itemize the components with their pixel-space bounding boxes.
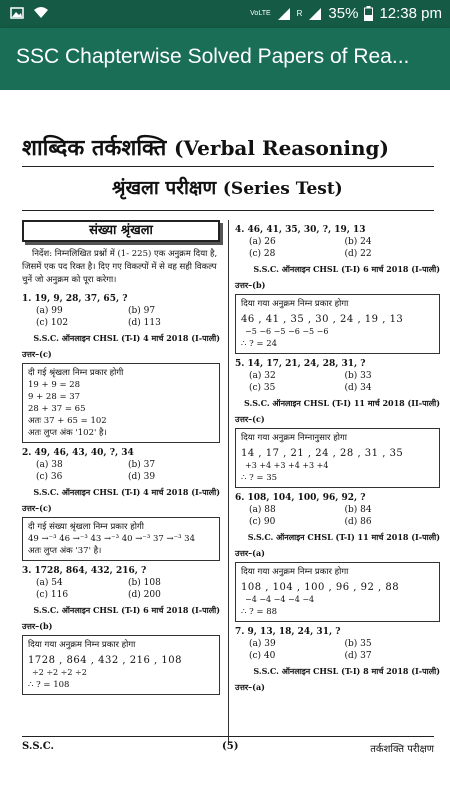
roaming-indicator: R	[296, 9, 303, 18]
option-c: (c) 116	[36, 590, 69, 600]
question-text: 3. 1728, 864, 432, 216, ?	[22, 566, 147, 576]
solution-box	[235, 294, 440, 354]
footer-left: S.S.C.	[22, 741, 54, 752]
option-b: (b) 97	[128, 306, 156, 316]
status-bar	[0, 0, 450, 28]
solution-line: 9 + 28 = 37	[28, 392, 81, 402]
option-b: (b) 37	[128, 460, 156, 470]
answer-label: उत्तर–(c)	[22, 503, 52, 513]
battery-percent: 35%	[328, 5, 359, 22]
question-block	[235, 626, 440, 693]
right-column	[235, 220, 440, 693]
options	[235, 236, 440, 260]
question-block	[235, 224, 440, 354]
solution-box	[22, 635, 220, 695]
option-c: (c) 40	[249, 651, 276, 661]
options	[22, 577, 220, 601]
solution-line: +3 +4 +3 +4 +3 +4	[245, 461, 329, 470]
solution-line: 46 , 41 , 35 , 30 , 24 , 19 , 13	[241, 314, 404, 325]
solution-line: दिया गया अनुक्रम निम्न प्रकार होगा	[241, 567, 349, 577]
solution-line: −4 −4 −4 −4 −4	[245, 595, 315, 604]
subtitle-rule	[22, 210, 434, 211]
solution-line: ∴ ? = 24	[241, 339, 278, 349]
option-a: (a) 99	[36, 306, 63, 316]
solution-line: 49 →⁻³ 46 →⁻³ 43 →⁻³ 40 →⁻³ 37 →⁻³ 34	[28, 534, 195, 544]
solution-box	[235, 428, 440, 488]
question-text: 1. 19, 9, 28, 37, 65, ?	[22, 294, 128, 304]
solution-box	[235, 562, 440, 622]
clock: 12:38 pm	[379, 5, 442, 22]
option-c: (c) 28	[249, 249, 276, 259]
option-d: (d) 113	[128, 318, 161, 328]
option-a: (a) 26	[249, 237, 276, 247]
option-d: (d) 22	[344, 249, 372, 259]
solution-line: ∴ ? = 88	[241, 607, 278, 617]
question-text: 5. 14, 17, 21, 24, 28, 31, ?	[235, 359, 366, 369]
solution-line: अतः 37 + 65 = 102	[28, 416, 107, 426]
solution-line: 1728 , 864 , 432 , 216 , 108	[28, 655, 182, 666]
options	[235, 370, 440, 394]
solution-line: ∴ ? = 108	[28, 680, 70, 690]
solution-line: अतः लुप्त अंक '37' है।	[28, 546, 102, 556]
question-text: 2. 49, 46, 43, 40, ?, 34	[22, 448, 134, 458]
answer-label: उत्तर–(c)	[235, 414, 265, 424]
solution-line: ∴ ? = 35	[241, 473, 278, 483]
option-b: (b) 24	[344, 237, 372, 247]
solution-line: ÷2 ÷2 ÷2 ÷2	[32, 668, 87, 677]
option-a: (a) 39	[249, 639, 276, 649]
signal-icon-2	[308, 7, 322, 21]
option-d: (d) 34	[344, 383, 372, 393]
exam-source: S.S.C. ऑनलाइन CHSL (T-I) 11 मार्च 2018 (II-पाली)	[244, 398, 440, 408]
chapter-title-english: (Verbal Reasoning)	[174, 136, 389, 160]
solution-line: 19 + 9 = 28	[28, 380, 81, 390]
answer-label: उत्तर–(a)	[235, 682, 265, 692]
volte-indicator: VoLTE	[250, 10, 271, 17]
solution-line: 14 , 17 , 21 , 24 , 28 , 31 , 35	[241, 448, 404, 459]
answer-label: उत्तर–(a)	[235, 548, 265, 558]
question-block	[22, 293, 220, 443]
subtitle-hindi: श्रृंखला परीक्षण	[112, 177, 217, 199]
solution-line: अतः लुप्त अंक '102' है।	[28, 428, 107, 438]
question-text: 7. 9, 13, 18, 24, 31, ?	[235, 627, 341, 637]
solution-line: 108 , 104 , 100 , 96 , 92 , 88	[241, 582, 400, 593]
chapter-title-hindi: शाब्दिक तर्कशक्ति	[22, 135, 167, 161]
column-divider	[228, 220, 229, 745]
option-a: (a) 32	[249, 371, 276, 381]
footer-right: तर्कशक्ति परीक्षण	[370, 744, 434, 755]
left-column	[22, 220, 220, 695]
image-notification-icon	[10, 6, 24, 20]
solution-line: 28 + 37 = 65	[28, 404, 86, 414]
instructions: निर्देश: निम्नलिखित प्रश्नों में (1- 225) एक अनुक्रम दिया है, जिसमें एक पद रिक्त है। दिए गए विकल्पों में से वह सही विकल्प चुनें जो अनुक्रम को पूरा करेगा।	[22, 249, 218, 285]
app-bar	[0, 28, 450, 90]
exam-source: S.S.C. ऑनलाइन CHSL (T-I) 6 मार्च 2018 (I-पाली)	[253, 264, 440, 274]
book-page[interactable]	[0, 90, 450, 800]
exam-source: S.S.C. ऑनलाइन CHSL (T-I) 11 मार्च 2018 (I-पाली)	[247, 532, 440, 542]
options	[22, 459, 220, 483]
app-title: SSC Chapterwise Solved Papers of Rea...	[16, 45, 410, 68]
page-number: (5)	[222, 741, 239, 752]
option-b: (b) 108	[128, 578, 161, 588]
signal-icon	[277, 7, 291, 21]
chapter-title	[22, 132, 389, 162]
battery-icon	[364, 6, 373, 21]
answer-label: उत्तर–(b)	[22, 621, 53, 631]
option-a: (a) 54	[36, 578, 63, 588]
exam-source: S.S.C. ऑनलाइन CHSL (T-I) 8 मार्च 2018 (I-पाली)	[253, 666, 440, 676]
question-block	[22, 447, 220, 561]
question-block	[235, 358, 440, 488]
solution-line: −5 −6 −5 −6 −5 −6	[245, 327, 329, 336]
answer-label: उत्तर–(c)	[22, 349, 52, 359]
option-c: (c) 35	[249, 383, 276, 393]
option-d: (d) 200	[128, 590, 161, 600]
solution-line: दी गई संख्या श्रृंखला निम्न प्रकार होगी	[28, 522, 144, 532]
option-d: (d) 37	[344, 651, 372, 661]
option-a: (a) 38	[36, 460, 63, 470]
option-b: (b) 33	[344, 371, 372, 381]
option-b: (b) 35	[344, 639, 372, 649]
chapter-subtitle	[112, 174, 343, 200]
answer-label: उत्तर–(b)	[235, 280, 266, 290]
question-block	[235, 492, 440, 622]
option-b: (b) 84	[344, 505, 372, 515]
exam-source: S.S.C. ऑनलाइन CHSL (T-I) 4 मार्च 2018 (I-पाली)	[33, 487, 220, 497]
option-c: (c) 102	[36, 318, 69, 328]
title-rule	[22, 166, 434, 167]
options	[235, 638, 440, 662]
solution-line: दिया गया अनुक्रम निम्न प्रकार होगा	[28, 640, 136, 650]
wifi-icon	[34, 6, 48, 20]
section-heading: संख्या श्रृंखला	[22, 220, 220, 242]
option-c: (c) 36	[36, 472, 63, 482]
solution-box	[22, 363, 220, 443]
subtitle-english: (Series Test)	[222, 179, 343, 199]
solution-line: दिया गया अनुक्रम निम्न प्रकार होगा	[241, 299, 349, 309]
solution-line: दी गई श्रृंखला निम्न प्रकार होगी	[28, 368, 124, 378]
option-c: (c) 90	[249, 517, 276, 527]
question-block	[22, 565, 220, 695]
solution-box	[22, 517, 220, 561]
solution-line: दिया गया अनुक्रम निम्नानुसार होगा	[241, 433, 347, 443]
exam-source: S.S.C. ऑनलाइन CHSL (T-I) 6 मार्च 2018 (I-पाली)	[33, 605, 220, 615]
page-footer	[22, 736, 434, 755]
option-d: (d) 39	[128, 472, 156, 482]
options	[22, 305, 220, 329]
option-d: (d) 86	[344, 517, 372, 527]
question-text: 4. 46, 41, 35, 30, ?, 19, 13	[235, 225, 366, 235]
question-text: 6. 108, 104, 100, 96, 92, ?	[235, 493, 366, 503]
exam-source: S.S.C. ऑनलाइन CHSL (T-I) 4 मार्च 2018 (I-पाली)	[33, 333, 220, 343]
option-a: (a) 88	[249, 505, 276, 515]
options	[235, 504, 440, 528]
